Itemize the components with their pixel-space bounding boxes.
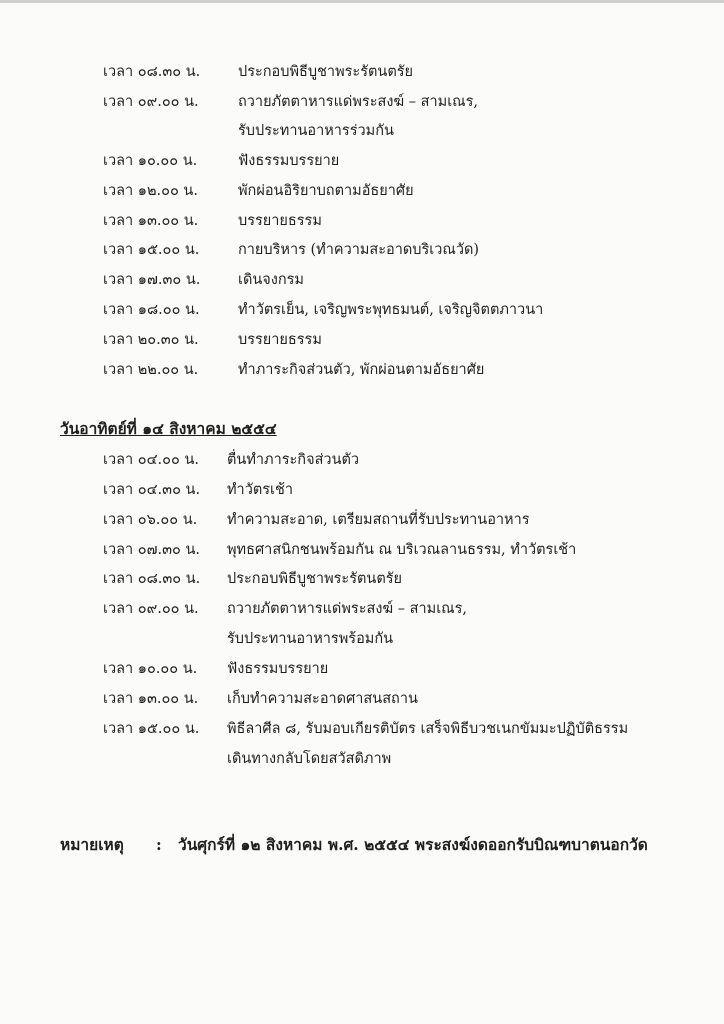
activity-label: ทำวัตรเย็น, เจริญพระพุทธมนต์, เจริญจิตตภาวนา bbox=[238, 302, 544, 318]
activity-label: บรรยายธรรม bbox=[238, 213, 322, 229]
remark-separator: : bbox=[156, 835, 162, 854]
activity-label: ทำภาระกิจส่วนตัว, พักผ่อนตามอัธยาศัย bbox=[238, 362, 485, 378]
activity-label: ฟังธรรมบรรยาย bbox=[238, 153, 340, 169]
activity-label: เดินทางกลับโดยสวัสดิภาพ bbox=[227, 751, 392, 767]
activity-label: ประกอบพิธีบูชาพระรัตนตรัย bbox=[227, 571, 403, 587]
time-label: เวลา ๑๐.๐๐ น. bbox=[103, 153, 198, 169]
activity-label: กายบริหาร (ทำความสะอาดบริเวณวัด) bbox=[238, 242, 480, 258]
activity-label: พิธีลาศีล ๘, รับมอบเกียรติบัตร เสร็จพิธีบวชเนกขัมมะปฏิบัติธรรม bbox=[227, 721, 629, 737]
time-label: เวลา ๑๘.๐๐ น. bbox=[103, 302, 200, 318]
remark-text: วันศุกร์ที่ ๑๒ สิงหาคม พ.ศ. ๒๕๕๔ พระสงฆ์งดออกรับบิณฑบาตนอกวัด bbox=[178, 835, 648, 854]
remark-label: หมายเหตุ bbox=[60, 835, 124, 854]
top-border bbox=[0, 0, 724, 3]
time-label: เวลา ๒๐.๓๐ น. bbox=[103, 332, 199, 348]
activity-label: รับประทานอาหารร่วมกัน bbox=[238, 123, 394, 139]
time-label: เวลา ๐๖.๐๐ น. bbox=[103, 512, 198, 528]
activity-label: รับประทานอาหารพร้อมกัน bbox=[227, 631, 394, 647]
time-label: เวลา ๐๔.๓๐ น. bbox=[103, 482, 201, 498]
activity-label: ถวายภัตตาหารแด่พระสงฆ์ – สามเณร, bbox=[227, 601, 467, 617]
activity-label: ประกอบพิธีบูชาพระรัตนตรัย bbox=[238, 64, 414, 80]
time-label: เวลา ๐๙.๐๐ น. bbox=[103, 94, 199, 110]
time-label: เวลา ๐๗.๓๐ น. bbox=[103, 542, 200, 558]
activity-label: ถวายภัตตาหารแด่พระสงฆ์ – สามเณร, bbox=[238, 94, 478, 110]
activity-label: พุทธศาสนิกชนพร้อมกัน ณ บริเวณลานธรรม, ทำวัตรเช้า bbox=[227, 542, 577, 558]
time-label: เวลา ๑๕.๐๐ น. bbox=[103, 242, 200, 258]
activity-label: ทำวัตรเช้า bbox=[227, 482, 293, 498]
time-label: เวลา ๑๐.๐๐ น. bbox=[103, 661, 198, 677]
day-heading: วันอาทิตย์ที่ ๑๔ สิงหาคม ๒๕๕๔ bbox=[60, 419, 277, 438]
activity-label: เดินจงกรม bbox=[238, 272, 304, 288]
time-label: เวลา ๐๔.๐๐ น. bbox=[103, 452, 199, 468]
activity-label: ทำความสะอาด, เตรียมสถานที่รับประทานอาหาร bbox=[227, 512, 530, 528]
time-label: เวลา ๑๕.๐๐ น. bbox=[103, 721, 200, 737]
remark bbox=[60, 832, 648, 857]
time-label: เวลา ๐๙.๐๐ น. bbox=[103, 601, 199, 617]
activity-label: พักผ่อนอิริยาบถตามอัธยาศัย bbox=[238, 183, 414, 199]
time-label: เวลา ๐๘.๓๐ น. bbox=[103, 64, 201, 80]
time-label: เวลา ๑๓.๐๐ น. bbox=[103, 213, 199, 229]
time-label: เวลา ๑๒.๐๐ น. bbox=[103, 183, 198, 199]
time-label: เวลา ๒๒.๐๐ น. bbox=[103, 362, 199, 378]
time-label: เวลา ๐๘.๓๐ น. bbox=[103, 571, 201, 587]
activity-label: เก็บทำความสะอาดศาสนสถาน bbox=[227, 691, 418, 707]
time-label: เวลา ๑๗.๓๐ น. bbox=[103, 272, 201, 288]
time-label: เวลา ๑๓.๐๐ น. bbox=[103, 691, 199, 707]
activity-label: ตื่นทำภาระกิจส่วนตัว bbox=[227, 452, 360, 468]
activity-label: ฟังธรรมบรรยาย bbox=[227, 661, 329, 677]
activity-label: บรรยายธรรม bbox=[238, 332, 322, 348]
